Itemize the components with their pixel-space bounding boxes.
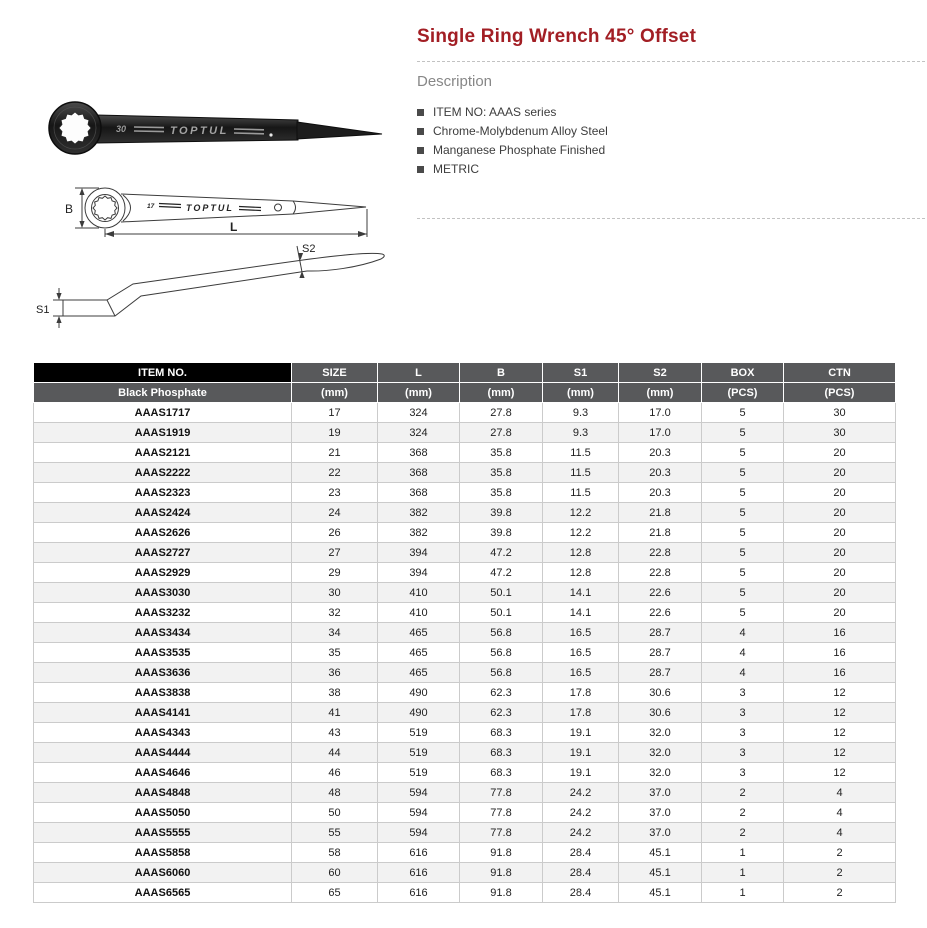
cell-value: 35.8: [460, 463, 543, 483]
cell-value: 12: [784, 743, 896, 763]
cell-item-no: AAAS3535: [34, 643, 292, 663]
list-item-text: Manganese Phosphate Finished: [433, 143, 606, 157]
cell-value: 47.2: [460, 543, 543, 563]
table-row: [34, 463, 896, 483]
unit-ctn: (PCS): [784, 383, 896, 403]
cell-value: 60: [292, 863, 378, 883]
cell-value: 3: [702, 683, 784, 703]
cell-value: 616: [378, 863, 460, 883]
table-row: [34, 663, 896, 683]
dimension-S2: [297, 243, 315, 278]
cell-value: 382: [378, 523, 460, 543]
cell-value: 22.6: [619, 603, 702, 623]
cell-value: 32.0: [619, 723, 702, 743]
cell-value: 9.3: [543, 403, 619, 423]
cell-value: 24.2: [543, 803, 619, 823]
table-row: [34, 743, 896, 763]
cell-value: 5: [702, 603, 784, 623]
cell-value: 12: [784, 703, 896, 723]
cell-value: 16: [784, 623, 896, 643]
cell-value: 465: [378, 643, 460, 663]
cell-value: 20.3: [619, 483, 702, 503]
divider-dashed-bottom: [417, 218, 925, 219]
dimension-L: [105, 209, 367, 237]
cell-value: 30.6: [619, 683, 702, 703]
cell-item-no: AAAS3434: [34, 623, 292, 643]
header-box: BOX: [702, 363, 784, 383]
cell-value: 45.1: [619, 863, 702, 883]
cell-value: 28.7: [619, 623, 702, 643]
dimension-drawing-top: [35, 183, 390, 240]
cell-value: 5: [702, 463, 784, 483]
cell-item-no: AAAS6565: [34, 883, 292, 903]
unit-b: (mm): [460, 383, 543, 403]
cell-value: 35: [292, 643, 378, 663]
cell-value: 19.1: [543, 723, 619, 743]
cell-value: 394: [378, 543, 460, 563]
cell-value: 32: [292, 603, 378, 623]
cell-value: 12: [784, 723, 896, 743]
cell-value: 17.0: [619, 423, 702, 443]
cell-value: 14.1: [543, 603, 619, 623]
cell-value: 32.0: [619, 743, 702, 763]
cell-value: 45.1: [619, 843, 702, 863]
wrench-side-outline: [63, 253, 384, 316]
cell-value: 5: [702, 563, 784, 583]
cell-value: 14.1: [543, 583, 619, 603]
table-row: [34, 703, 896, 723]
cell-value: 20: [784, 603, 896, 623]
cell-value: 37.0: [619, 823, 702, 843]
table-row: [34, 723, 896, 743]
cell-value: 594: [378, 783, 460, 803]
cell-value: 77.8: [460, 803, 543, 823]
cell-value: 394: [378, 563, 460, 583]
cell-value: 19: [292, 423, 378, 443]
table-row: [34, 583, 896, 603]
cell-value: 34: [292, 623, 378, 643]
cell-value: 12.2: [543, 503, 619, 523]
cell-value: 91.8: [460, 883, 543, 903]
cell-value: 58: [292, 843, 378, 863]
cell-value: 16.5: [543, 623, 619, 643]
cell-value: 91.8: [460, 863, 543, 883]
cell-value: 38: [292, 683, 378, 703]
cell-item-no: AAAS2424: [34, 503, 292, 523]
cell-value: 12: [784, 683, 896, 703]
cell-value: 55: [292, 823, 378, 843]
spec-table-container: [33, 362, 896, 903]
dim-label-b: B: [65, 202, 74, 216]
cell-item-no: AAAS3838: [34, 683, 292, 703]
dim-label-s1: S1: [36, 304, 50, 316]
table-row: [34, 563, 896, 583]
cell-value: 519: [378, 763, 460, 783]
dimension-S1: [36, 288, 71, 328]
hang-hole: [275, 204, 282, 211]
table-row: [34, 843, 896, 863]
cell-value: 17: [292, 403, 378, 423]
cell-value: 2: [702, 783, 784, 803]
cell-value: 68.3: [460, 763, 543, 783]
table-row: [34, 423, 896, 443]
table-row: [34, 823, 896, 843]
list-item: [417, 141, 608, 160]
cell-value: 490: [378, 683, 460, 703]
cell-value: 68.3: [460, 743, 543, 763]
cell-value: 62.3: [460, 703, 543, 723]
list-item: [417, 160, 608, 179]
table-row: [34, 523, 896, 543]
cell-value: 19.1: [543, 743, 619, 763]
brand-engraving: TOPTUL: [170, 125, 229, 137]
cell-value: 594: [378, 803, 460, 823]
bullet-square-icon: [417, 128, 424, 135]
cell-value: 50.1: [460, 603, 543, 623]
cell-value: 46: [292, 763, 378, 783]
cell-value: 5: [702, 423, 784, 443]
bullet-square-icon: [417, 109, 424, 116]
header-l: L: [378, 363, 460, 383]
cell-value: 368: [378, 483, 460, 503]
cell-value: 22.8: [619, 543, 702, 563]
cell-value: 62.3: [460, 683, 543, 703]
header-size: SIZE: [292, 363, 378, 383]
cell-value: 594: [378, 823, 460, 843]
cell-value: 368: [378, 463, 460, 483]
cell-value: 45.1: [619, 883, 702, 903]
cell-value: 1: [702, 883, 784, 903]
cell-value: 519: [378, 743, 460, 763]
cell-value: 16: [784, 643, 896, 663]
cell-value: 28.7: [619, 663, 702, 683]
cell-value: 5: [702, 403, 784, 423]
cell-value: 37.0: [619, 803, 702, 823]
cell-value: 1: [702, 843, 784, 863]
list-item: [417, 122, 608, 141]
cell-value: 44: [292, 743, 378, 763]
cell-value: 32.0: [619, 763, 702, 783]
cell-value: 410: [378, 603, 460, 623]
cell-value: 50: [292, 803, 378, 823]
product-photo: [38, 88, 390, 170]
cell-value: 35.8: [460, 483, 543, 503]
table-row: [34, 803, 896, 823]
cell-value: 28.4: [543, 843, 619, 863]
cell-value: 616: [378, 883, 460, 903]
cell-value: 11.5: [543, 463, 619, 483]
cell-value: 324: [378, 403, 460, 423]
cell-item-no: AAAS2121: [34, 443, 292, 463]
table-row: [34, 783, 896, 803]
cell-value: 465: [378, 623, 460, 643]
cell-value: 490: [378, 703, 460, 723]
cell-value: 56.8: [460, 643, 543, 663]
table-row: [34, 443, 896, 463]
cell-value: 11.5: [543, 483, 619, 503]
engraving-line-art: [147, 203, 261, 213]
cell-value: 5: [702, 583, 784, 603]
cell-item-no: AAAS3030: [34, 583, 292, 603]
cell-value: 20: [784, 563, 896, 583]
header-s2: S2: [619, 363, 702, 383]
cell-value: 616: [378, 843, 460, 863]
cell-value: 27.8: [460, 403, 543, 423]
cell-value: 20: [784, 443, 896, 463]
cell-value: 65: [292, 883, 378, 903]
cell-value: 17.8: [543, 703, 619, 723]
dim-label-l: L: [230, 220, 238, 234]
cell-item-no: AAAS4141: [34, 703, 292, 723]
dim-label-s2: S2: [302, 243, 316, 255]
cell-value: 27: [292, 543, 378, 563]
cell-value: 36: [292, 663, 378, 683]
cell-value: 28.4: [543, 863, 619, 883]
spec-table: [33, 362, 896, 903]
cell-value: 410: [378, 583, 460, 603]
cell-value: 16.5: [543, 643, 619, 663]
cell-value: 16: [784, 663, 896, 683]
cell-value: 17.8: [543, 683, 619, 703]
bullet-square-icon: [417, 147, 424, 154]
table-row: [34, 883, 896, 903]
size-engraving: 30: [116, 124, 127, 134]
cell-value: 4: [784, 783, 896, 803]
dimension-B: [65, 188, 99, 228]
unit-l: (mm): [378, 383, 460, 403]
table-row: [34, 623, 896, 643]
cell-value: 20.3: [619, 463, 702, 483]
cell-value: 1: [702, 863, 784, 883]
cell-item-no: AAAS4646: [34, 763, 292, 783]
cell-value: 91.8: [460, 843, 543, 863]
table-row: [34, 683, 896, 703]
size-mark: 17: [147, 203, 155, 210]
cell-value: 4: [784, 803, 896, 823]
cell-value: 2: [784, 883, 896, 903]
cell-item-no: AAAS3232: [34, 603, 292, 623]
cell-value: 26: [292, 523, 378, 543]
table-row: [34, 603, 896, 623]
cell-value: 20: [784, 523, 896, 543]
bullet-square-icon: [417, 166, 424, 173]
cell-value: 41: [292, 703, 378, 723]
cell-item-no: AAAS2626: [34, 523, 292, 543]
cell-value: 30: [784, 423, 896, 443]
cell-item-no: AAAS2323: [34, 483, 292, 503]
cell-value: 20: [784, 503, 896, 523]
cell-value: 5: [702, 443, 784, 463]
cell-value: 4: [702, 623, 784, 643]
list-item-text: METRIC: [433, 162, 479, 176]
unit-box: (PCS): [702, 383, 784, 403]
table-row: [34, 483, 896, 503]
cell-value: 29: [292, 563, 378, 583]
cell-item-no: AAAS1717: [34, 403, 292, 423]
cell-value: 24.2: [543, 823, 619, 843]
cell-item-no: AAAS2222: [34, 463, 292, 483]
cell-value: 35.8: [460, 443, 543, 463]
cell-value: 21: [292, 443, 378, 463]
divider-dashed-top: [417, 61, 925, 62]
list-item: [417, 103, 608, 122]
cell-value: 39.8: [460, 523, 543, 543]
cell-value: 24: [292, 503, 378, 523]
cell-value: 21.8: [619, 503, 702, 523]
header-b: B: [460, 363, 543, 383]
cell-item-no: AAAS1919: [34, 423, 292, 443]
header-finish: Black Phosphate: [34, 383, 292, 403]
cell-item-no: AAAS4343: [34, 723, 292, 743]
header-item-no: ITEM NO.: [34, 363, 292, 383]
cell-value: 47.2: [460, 563, 543, 583]
cell-value: 30.6: [619, 703, 702, 723]
cell-value: 43: [292, 723, 378, 743]
table-row: [34, 643, 896, 663]
cell-value: 22.6: [619, 583, 702, 603]
unit-s1: (mm): [543, 383, 619, 403]
list-item-text: ITEM NO: AAAS series: [433, 105, 557, 119]
table-row: [34, 403, 896, 423]
description-list: [417, 103, 608, 179]
cell-value: 12.8: [543, 543, 619, 563]
cell-value: 465: [378, 663, 460, 683]
cell-item-no: AAAS5050: [34, 803, 292, 823]
cell-value: 68.3: [460, 723, 543, 743]
cell-value: 21.8: [619, 523, 702, 543]
unit-size: (mm): [292, 383, 378, 403]
highlight-speck: [269, 133, 272, 136]
cell-value: 17.0: [619, 403, 702, 423]
cell-value: 4: [784, 823, 896, 843]
cell-value: 23: [292, 483, 378, 503]
cell-value: 4: [702, 643, 784, 663]
cell-value: 382: [378, 503, 460, 523]
product-info: [417, 25, 925, 345]
cell-value: 2: [784, 863, 896, 883]
cell-value: 27.8: [460, 423, 543, 443]
brand-line-art: TOPTUL: [186, 203, 234, 213]
unit-s2: (mm): [619, 383, 702, 403]
cell-value: 24.2: [543, 783, 619, 803]
cell-value: 20: [784, 483, 896, 503]
cell-item-no: AAAS4444: [34, 743, 292, 763]
wrench-body: [49, 102, 382, 154]
cell-value: 19.1: [543, 763, 619, 783]
cell-item-no: AAAS3636: [34, 663, 292, 683]
cell-item-no: AAAS4848: [34, 783, 292, 803]
description-heading: Description: [417, 73, 493, 90]
list-item-text: Chrome-Molybdenum Alloy Steel: [433, 124, 608, 138]
cell-value: 22: [292, 463, 378, 483]
table-row: [34, 503, 896, 523]
cell-value: 39.8: [460, 503, 543, 523]
cell-value: 56.8: [460, 623, 543, 643]
table-row: [34, 543, 896, 563]
cell-value: 77.8: [460, 783, 543, 803]
table-row: [34, 763, 896, 783]
page-title: Single Ring Wrench 45° Offset: [417, 26, 697, 47]
cell-item-no: AAAS6060: [34, 863, 292, 883]
cell-value: 4: [702, 663, 784, 683]
table-row: [34, 863, 896, 883]
cell-value: 28.4: [543, 883, 619, 903]
cell-value: 519: [378, 723, 460, 743]
cell-value: 5: [702, 503, 784, 523]
cell-value: 12.2: [543, 523, 619, 543]
cell-value: 12.8: [543, 563, 619, 583]
cell-item-no: AAAS5858: [34, 843, 292, 863]
cell-value: 16.5: [543, 663, 619, 683]
cell-value: 5: [702, 523, 784, 543]
cell-value: 37.0: [619, 783, 702, 803]
cell-value: 5: [702, 483, 784, 503]
cell-value: 2: [702, 803, 784, 823]
cell-value: 28.7: [619, 643, 702, 663]
cell-value: 3: [702, 723, 784, 743]
header-ctn: CTN: [784, 363, 896, 383]
cell-value: 48: [292, 783, 378, 803]
cell-value: 3: [702, 763, 784, 783]
cell-value: 77.8: [460, 823, 543, 843]
cell-value: 56.8: [460, 663, 543, 683]
cell-value: 2: [702, 823, 784, 843]
cell-item-no: AAAS2929: [34, 563, 292, 583]
cell-value: 3: [702, 743, 784, 763]
cell-value: 30: [292, 583, 378, 603]
cell-value: 20: [784, 583, 896, 603]
cell-value: 324: [378, 423, 460, 443]
cell-value: 9.3: [543, 423, 619, 443]
header-s1: S1: [543, 363, 619, 383]
cell-value: 368: [378, 443, 460, 463]
cell-value: 5: [702, 543, 784, 563]
cell-value: 22.8: [619, 563, 702, 583]
cell-value: 11.5: [543, 443, 619, 463]
spec-table-header: [34, 363, 896, 403]
cell-item-no: AAAS2727: [34, 543, 292, 563]
cell-value: 3: [702, 703, 784, 723]
cell-value: 50.1: [460, 583, 543, 603]
cell-value: 30: [784, 403, 896, 423]
cell-value: 20: [784, 543, 896, 563]
cell-item-no: AAAS5555: [34, 823, 292, 843]
cell-value: 20: [784, 463, 896, 483]
dimension-drawing-side: [35, 240, 390, 335]
spec-table-body: [34, 403, 896, 903]
cell-value: 2: [784, 843, 896, 863]
cell-value: 20.3: [619, 443, 702, 463]
cell-value: 12: [784, 763, 896, 783]
